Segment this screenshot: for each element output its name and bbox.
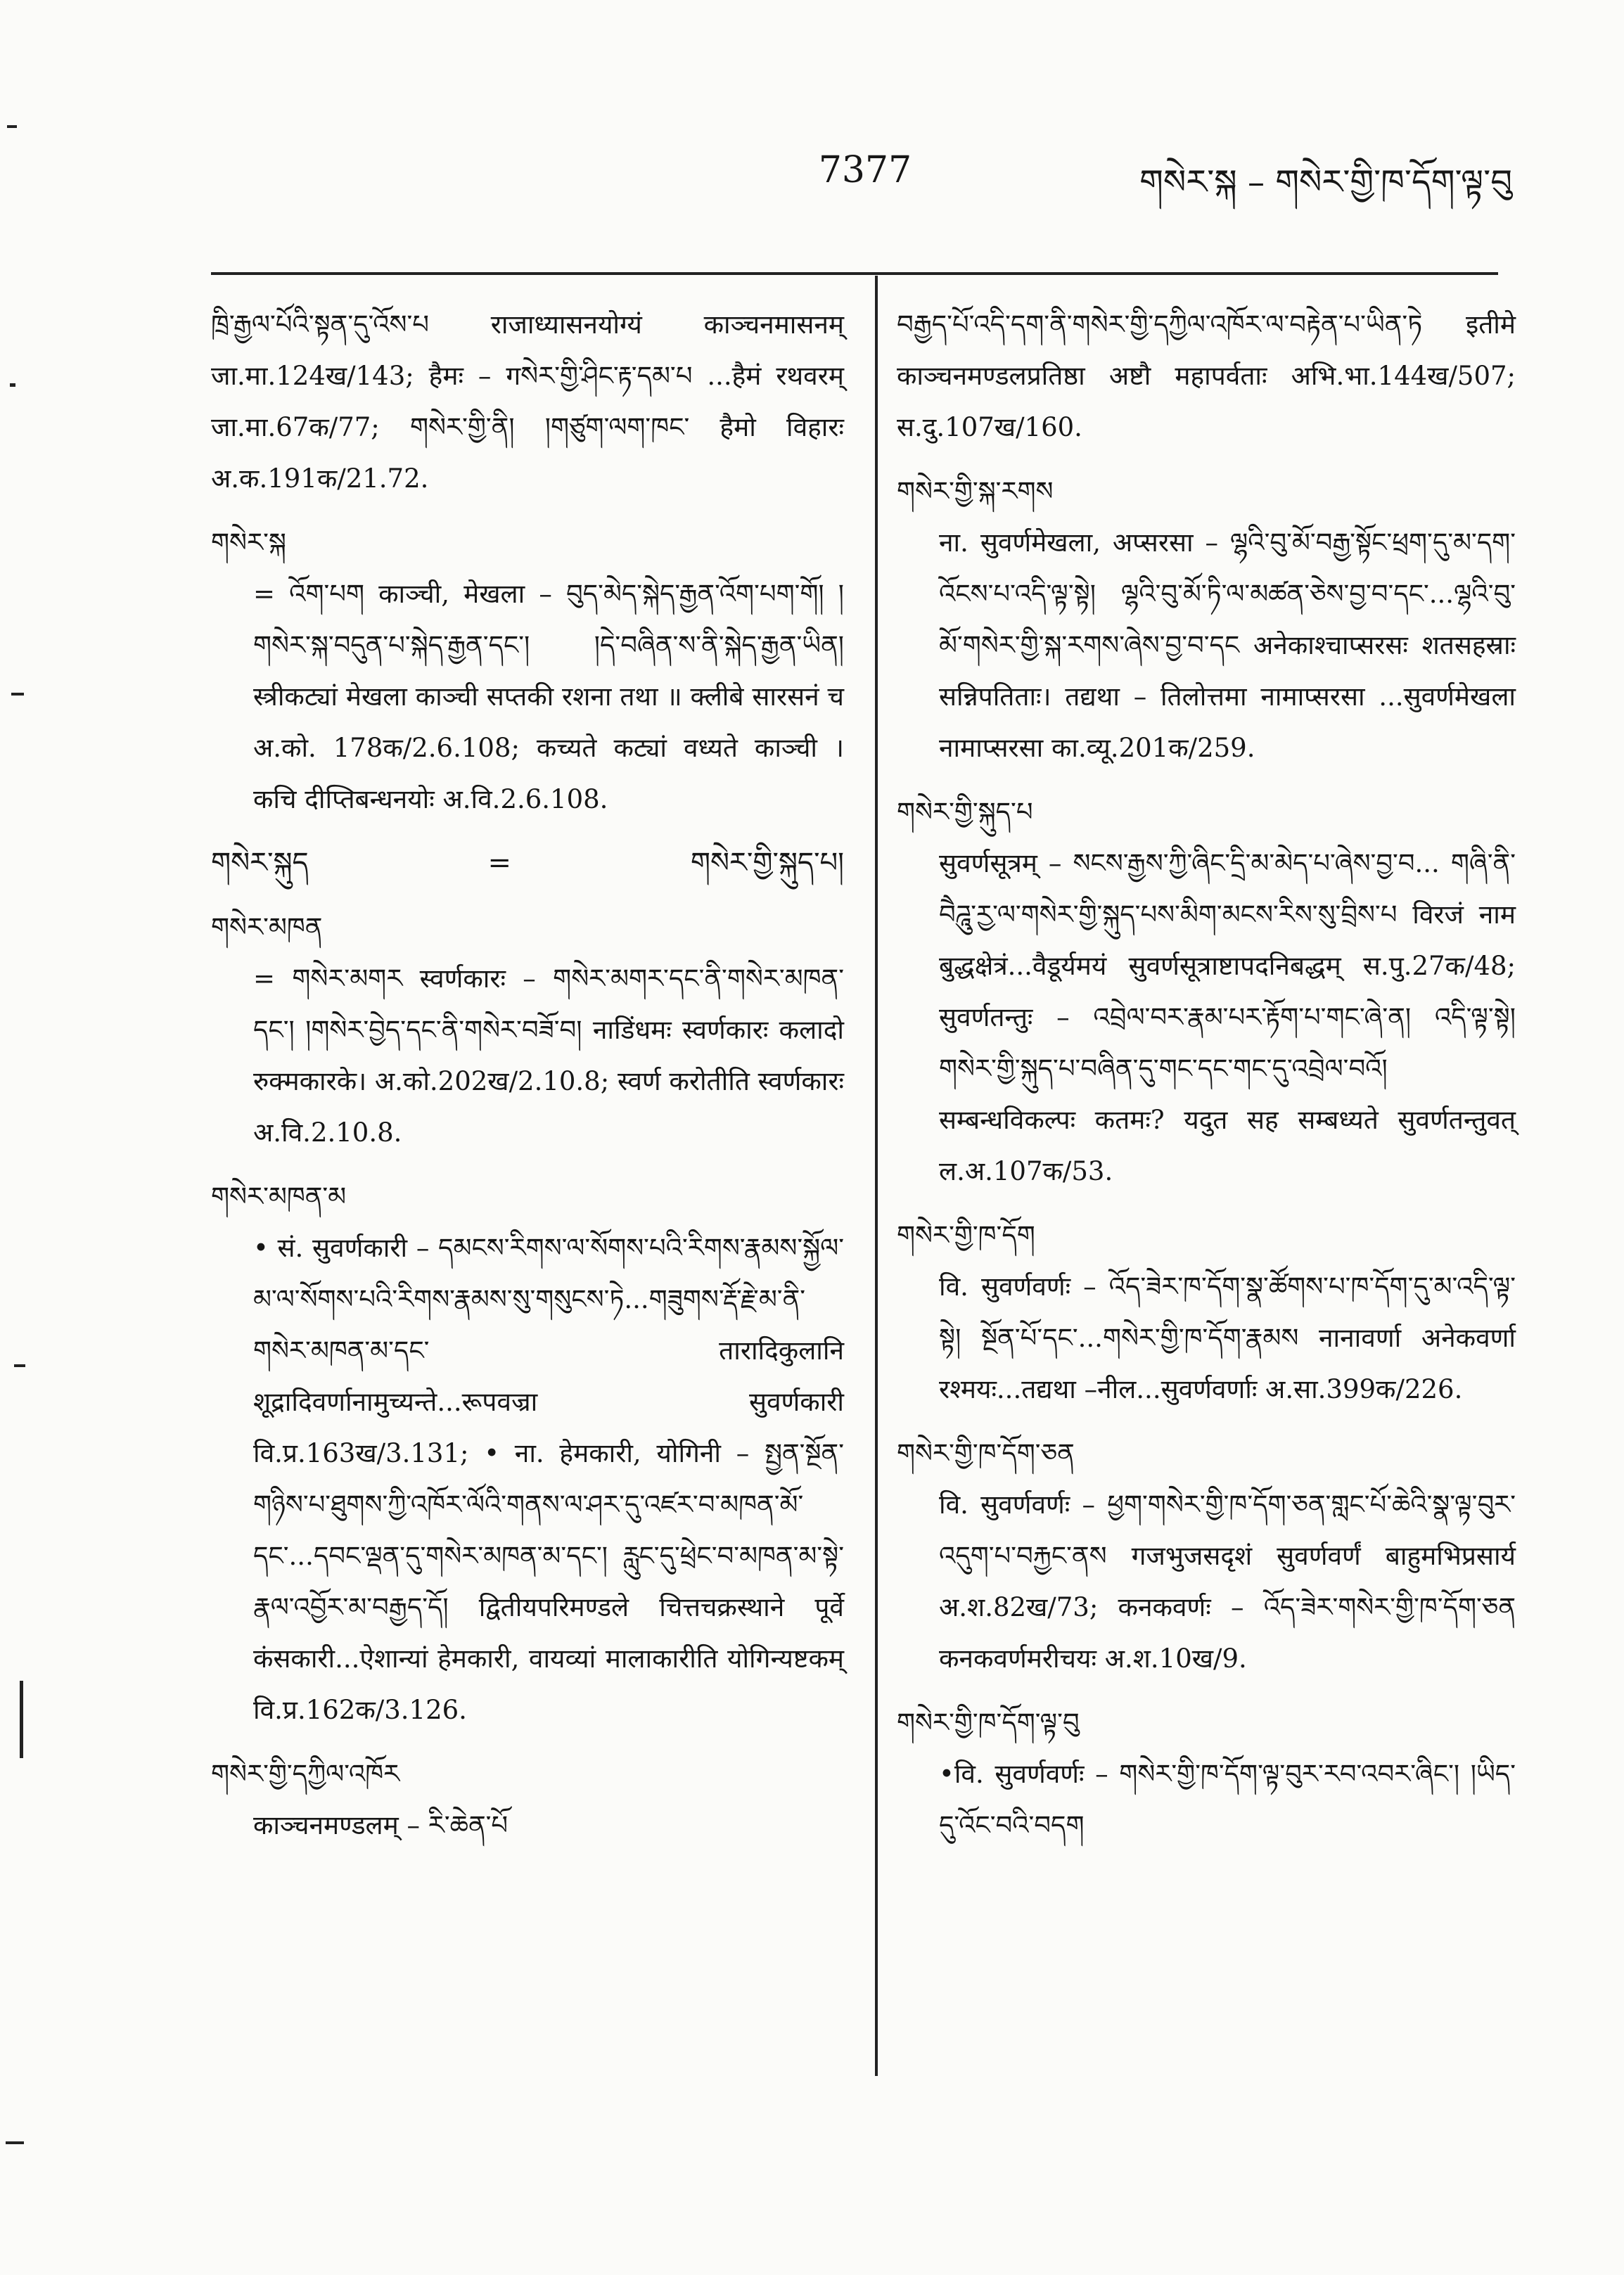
entry-headword: གསེར་གྱི་སྐ་རགས (897, 476, 1054, 506)
entry-body: काञ्चनमण्डलम् – རི་ཆེན་པོ (253, 1810, 509, 1840)
entry-headword: གསེར་སྐུད (211, 847, 309, 879)
page-number: 7377 (818, 149, 912, 191)
entry-body: वि. सुवर्णवर्णः – ཕྱག་གསེར་གྱི་ཁ་དོག་ཅན་གླང་པོ་ཆེའི་སྣ་ལྟ་བུར་འདུག་པ་བརྐྱང་ནས गजभुजसदृशं सुवर्णवर्णं बाहुमभिप्रसार्य अ.श.82ख/73; कनकवर्णः – འོད་ཟེར་གསེར་གྱི་ཁ་དོག་ཅན कनकवर्णमरीचयः अ.श.10ख/9. (939, 1489, 1516, 1674)
scan-mark (7, 125, 17, 128)
entry-body: = འོག་པག काञ्ची, मेखला – བུད་མེད་སྐེད་རྒྱན་འོག་པག་གོ། །གསེར་སྐ་བདུན་པ་སྐེད་རྒྱན་དང་། །དེ་བཞིན་ས་ནི་སྐེད་རྒྱན་ཡིན། स्त्रीकट्यां मेखला काञ्ची सप्तकी रशना तथा ॥ क्लीबे सारसनं च अ.को. 178क/2.6.108; कच्यते कट्यां वध्यते काञ्ची । कचि दीप्तिबन्धनयोः अ.वि.2.6.108. (253, 579, 844, 814)
dictionary-entry (897, 299, 1516, 453)
column-rule (875, 276, 878, 2076)
entry-body: ཁྲི་རྒྱལ་པོའི་སྟན་དུ་འོས་པ राजाध्यासनयोग्यं काञ्चनमासनम् जा.मा.124ख/143; हैमः – गསེར་གྱི་ཤིང་རྟ་དམ་པ ...हैमं रथवरम् जा.मा.67क/77; གསེར་གྱི་ནི། །གཙུག་ལག་ཁང་ हैमो विहारः अ.क.191क/21.72. (211, 309, 844, 494)
entry-headword: གསེར་གྱི་སྐུད་པ (897, 797, 1033, 827)
top-rule (211, 272, 1498, 275)
dictionary-entry (211, 1748, 844, 1851)
entry-body: •वि. सुवर्णवर्णः – གསེར་གྱི་ཁ་དོག་ལྟ་བུར་རབ་འབར་ཞིང་། །ཡིད་དུ་འོང་བའི་བདག (939, 1759, 1516, 1840)
entry-body: सुवर्णसूत्रम् – སངས་རྒྱས་ཀྱི་ཞིང་དྲི་མ་མེད་པ་ཞེས་བྱ་བ... གཞི་ནི་བཻཌཱུ་རྱ་ལ་གསེར་གྱི་སྐུད་པས་མིག་མངས་རིས་སུ་བྲིས་པ विरजं नाम बुद्धक्षेत्रं...वैडूर्यमयं सुवर्णसूत्राष्टापदनिबद्धम् स.पु.27क/48; सुवर्णतन्तुः – འབྲེལ་བར་རྣམ་པར་རྟོག་པ་གང་ཞེ་ན། འདི་ལྟ་སྟེ། གསེར་གྱི་སྐུད་པ་བཞིན་དུ་གང་དང་གང་དུ་འབྲེལ་བའོ། सम्बन्धविकल्पः कतमः? यदुत सह सम्बध्यते सुवर्णतन्तुवत् ल.अ.107क/53. (939, 848, 1516, 1186)
running-head: གསེར་སྐ – གསེར་གྱི་ཁ་དོག་ལྟ་བུ (1139, 162, 1512, 202)
dictionary-entry (897, 1428, 1516, 1684)
scan-mark (14, 1364, 25, 1367)
equals-sign: = (487, 847, 512, 879)
dictionary-entry (211, 299, 844, 504)
cross-reference-entry (211, 838, 844, 889)
entry-headword: གསེར་མཁན (211, 912, 323, 942)
dictionary-entry (211, 902, 844, 1158)
entry-body: = གསེར་མགར स्वर्णकारः – གསེར་མགར་དང་ནི་གསེར་མཁན་དང་། །གསེར་བྱེད་དང་ནི་གསེར་བཟོ་བ། नाडिंधमः स्वर्णकारः कलादो रुक्मकारके। अ.को.202ख/2.10.8; स्वर्ण करोतीति स्वर्णकारः अ.वि.2.10.8. (253, 963, 844, 1148)
entry-headword: གསེར་གྱི་ཁ་དོག་ཅན (897, 1438, 1075, 1468)
entry-headword: གསེར་གྱི་ཁ་དོག་ལྟ་བུ (897, 1707, 1080, 1738)
entry-body: ना. सुवर्णमेखला, अप्सरसा – ལྷའི་བུ་མོ་བརྒྱ་སྟོང་ཕྲག་དུ་མ་དག་འོངས་པ་འདི་ལྟ་སྟེ། ལྷའི་བུ་མོ་ཏི་ལ་མཚན་ཅེས་བྱ་བ་དང་...ལྷའི་བུ་མོ་གསེར་གྱི་སྐ་རགས་ཞེས་བྱ་བ་དང अनेकाश्चाप्सरसः शतसहस्राः सन्निपतिताः। तद्यथा – तिलोत्तमा नामाप्सरसा ...सुवर्णमेखला नामाप्सरसा का.व्यू.201क/259. (939, 527, 1516, 763)
cross-reference-target: གསེར་གྱི་སྐུད་པ། (690, 847, 844, 879)
dictionary-entry (897, 466, 1516, 774)
entry-body: • सं. सुवर्णकारी – དམངས་རིགས་ལ་སོགས་པའི་རིགས་རྣམས་སྐྱོལ་མ་ལ་སོགས་པའི་རིགས་རྣམས་སུ་གསུངས་ཏེ...གཟུགས་རྡོ་རྗེ་མ་ནི་གསེར་མཁན་མ་དང་ तारादिकुलानि शूद्रादिवर्णानामुच्यन्ते...रूपवज्रा सुवर्णकारी वि.प्र.163ख/3.131; • ना. हेमकारी, योगिनी – སྤྱན་སྔོན་གཉིས་པ་ཐུགས་ཀྱི་འཁོར་ལོའི་གནས་ལ་ཤར་དུ་འཛར་བ་མཁན་མོ་དང་...དབང་ལྡན་དུ་གསེར་མཁན་མ་དང་། རླུང་དུ་ཕྲེང་བ་མཁན་མ་སྟེ་རྣལ་འབྱོར་མ་བརྒྱད་དོ། द्वितीयपरिमण्डले चित्तचक्रस्थाने पूर्वे कंसकारी...ऐशान्यां हेमकारी, वायव्यां मालाकारीति योगिन्यष्टकम् वि.प्र.162क/3.126. (253, 1233, 844, 1725)
scan-mark (11, 693, 24, 696)
dictionary-entry (211, 517, 844, 825)
dictionary-entry (897, 786, 1516, 1197)
entry-body: བརྒྱད་པོ་འདི་དག་ནི་གསེར་གྱི་དཀྱིལ་འཁོར་ལ་བརྟེན་པ་ཡིན་ཏེ इतीमे काञ्चनमण्डलप्रतिष्ठा अष्टौ महापर्वताः अभि.भा.144ख/507; स.दु.107ख/160. (897, 309, 1516, 442)
dictionary-entry (897, 1210, 1516, 1415)
scan-mark (20, 1681, 23, 1758)
entry-headword: གསེར་གྱི་ཁ་དོག (897, 1220, 1035, 1250)
dictionary-entry (211, 1171, 844, 1736)
dictionary-entry (897, 1697, 1516, 1851)
scan-mark (10, 383, 15, 387)
right-column (897, 299, 1516, 1864)
scan-mark (6, 2141, 24, 2144)
entry-headword: གསེར་མཁན་མ (211, 1181, 347, 1212)
entry-headword: གསེར་སྐ (211, 527, 286, 558)
entry-headword: གསེར་གྱི་དཀྱིལ་འཁོར (211, 1759, 400, 1789)
left-column (211, 299, 844, 1864)
entry-body: वि. सुवर्णवर्णः – འོད་ཟེར་ཁ་དོག་སྣ་ཚོགས་པ་ཁ་དོག་དུ་མ་འདི་ལྟ་སྟེ། སྔོན་པོ་དང་...གསེར་གྱི་ཁ་དོག་རྣམས नानावर्णा अनेकवर्णा रश्मयः...तद्यथा –नील...सुवर्णवर्णाः अ.सा.399क/226. (939, 1271, 1516, 1404)
